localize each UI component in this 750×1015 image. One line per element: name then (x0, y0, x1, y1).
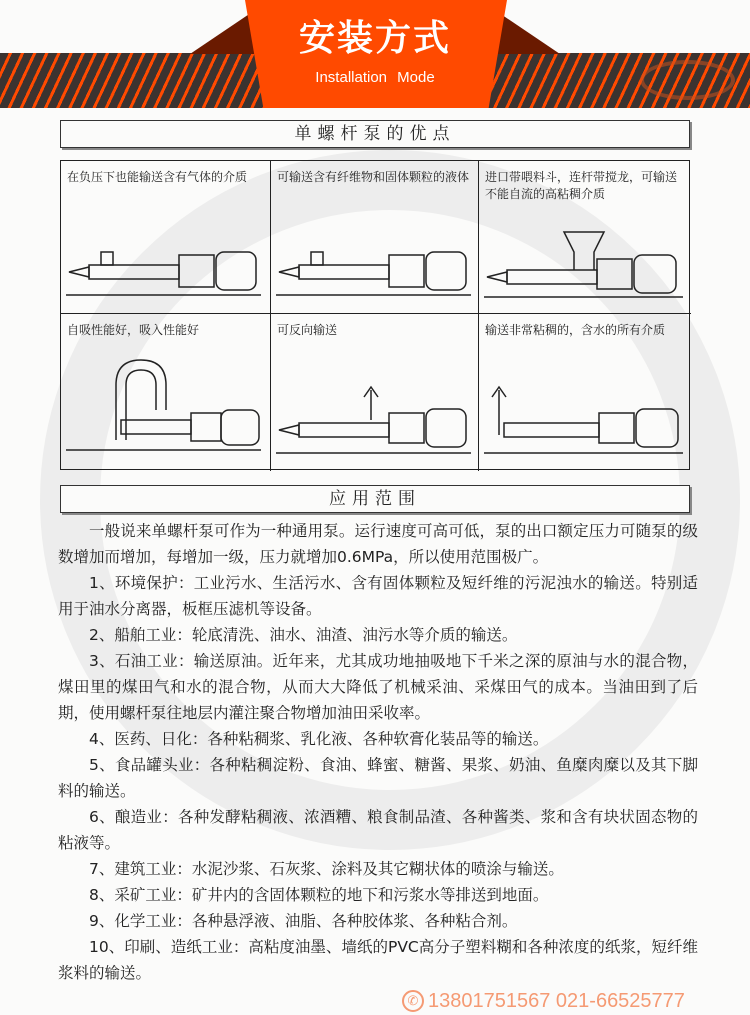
advantage-cell (61, 161, 271, 314)
contact-phone (402, 989, 685, 1013)
hopper-pump-diagram-icon (479, 227, 687, 307)
paragraph: 5、食品罐头业：各种粘稠淀粉、食油、蜂蜜、糖酱、果浆、奶油、鱼糜肉糜以及其下脚料的输送。 (58, 756, 698, 800)
advantage-text: 可反向输送 (277, 323, 338, 337)
advantage-text: 输送非常粘稠的，含水的所有介质 (485, 323, 666, 337)
page-subtitle: Installation Mode (315, 69, 435, 86)
advantage-text: 在负压下也能输送含有气体的介质 (67, 170, 248, 184)
advantage-cell (61, 314, 271, 471)
paragraph: 一般说来单螺杆泵可作为一种通用泵。运行速度可高可低，泵的出口额定压力可随泵的级数增加而增加，每增加一级，压力就增加0.6MPa，所以使用范围极广。 (58, 522, 698, 566)
paragraph: 4、医药、日化：各种粘稠浆、乳化液、各种软膏化装品等的输送。 (89, 730, 549, 748)
applications-title: 应用范围 (60, 485, 690, 513)
advantage-text: 自吸性能好，吸入性能好 (67, 323, 200, 337)
reverse-pump-diagram-icon (271, 375, 476, 465)
paragraph: 7、建筑工业：水泥沙浆、石灰浆、涂料及其它糊状体的喷涂与输送。 (89, 860, 564, 878)
advantage-cell (271, 161, 479, 314)
brand-logo-icon (640, 60, 735, 100)
pump-diagram-icon (61, 227, 266, 307)
advantage-text: 可输送含有纤维物和固体颗粒的液体 (277, 170, 470, 184)
siphon-pump-diagram-icon (61, 355, 266, 465)
paragraph: 10、印刷、造纸工业：高粘度油墨、墙纸的PVC高分子塑料糊和各种浓度的纸浆，短纤维浆料的输送。 (58, 938, 698, 982)
paragraph: 9、化学工业：各种悬浮液、油脂、各种胶体浆、各种粘合剂。 (89, 912, 518, 930)
page-title: 安装方式 (298, 18, 451, 59)
advantages-grid (60, 160, 690, 470)
header-banner (0, 0, 750, 108)
paragraph: 3、石油工业：输送原油。近年来，尤其成功地抽吸地下千米之深的原油与水的混合物，煤田里的煤田气和水的混合物，从而大大降低了机械采油、采煤田气的成本。当油田到了后期，使用螺杆泵往地层内灌注聚合物增加油田采收率。 (58, 652, 698, 722)
pump-diagram-icon (271, 227, 476, 307)
advantages-title: 单螺杆泵的优点 (60, 120, 690, 148)
phone-icon: ✆ (402, 990, 424, 1012)
paragraph: 6、酿造业：各种发酵粘稠液、浓酒糟、粮食制品渣、各种酱类、浆和含有块状固态物的粘液等。 (58, 808, 698, 852)
advantage-cell (271, 314, 479, 471)
phone-numbers: 13801751567 021-66525777 (428, 990, 685, 1012)
applications-text (58, 518, 698, 986)
paragraph: 2、船舶工业：轮底清洗、油水、油渣、油污水等介质的输送。 (89, 626, 518, 644)
advantage-cell (479, 161, 691, 314)
advantage-text: 进口带喂料斗，连杆带搅龙，可输送不能自流的高粘稠介质 (485, 170, 678, 201)
paragraph: 8、采矿工业：矿井内的含固体颗粒的地下和污浆水等排送到地面。 (89, 886, 549, 904)
advantage-cell (479, 314, 691, 471)
paragraph: 1、环境保护：工业污水、生活污水、含有固体颗粒及短纤维的污泥浊水的输送。特别适用于油水分离器，板框压滤机等设备。 (58, 574, 698, 618)
vertical-inlet-pump-diagram-icon (479, 375, 687, 465)
